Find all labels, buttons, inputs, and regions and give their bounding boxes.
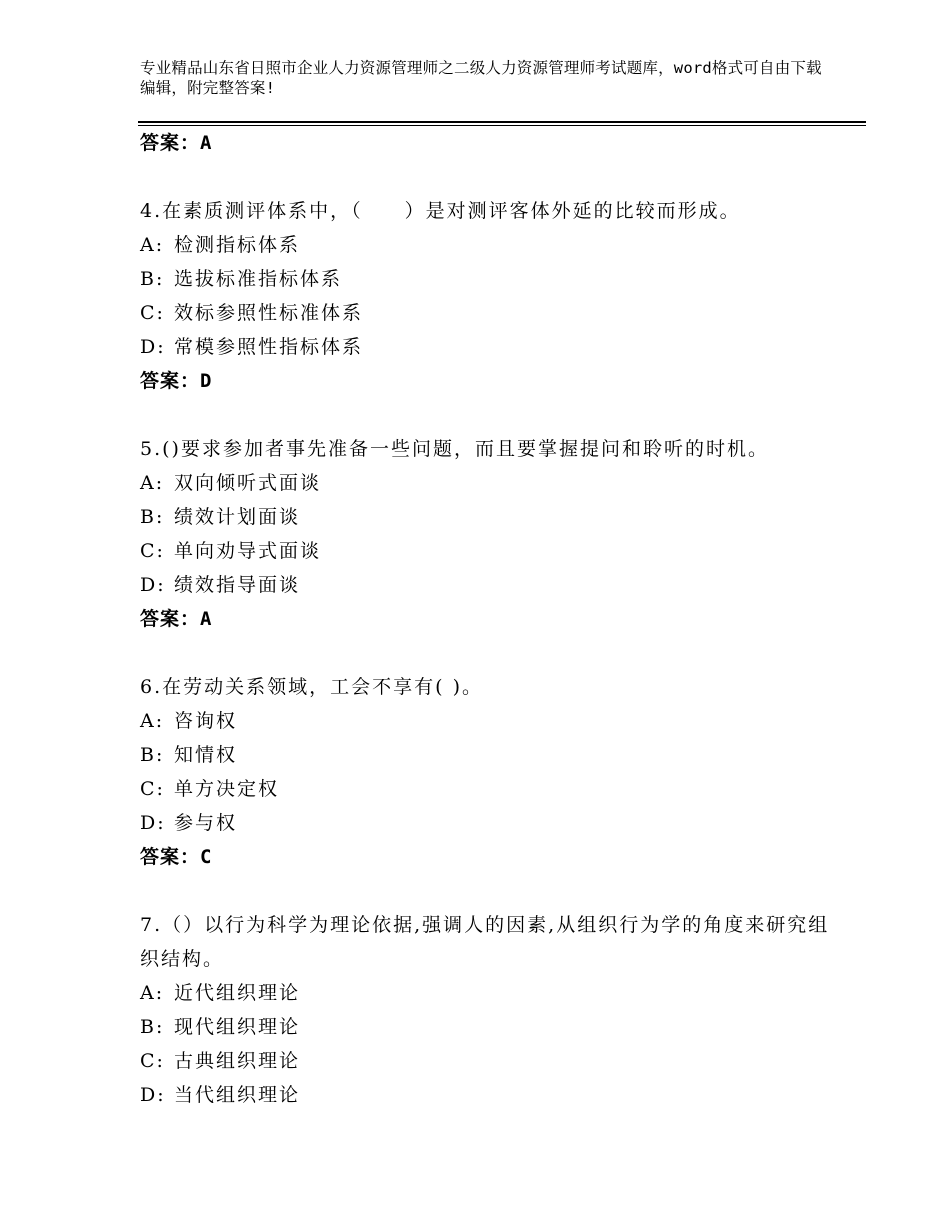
option-text: 双向倾听式面谈 bbox=[174, 472, 322, 494]
option-text: 现代组织理论 bbox=[174, 1016, 301, 1038]
option-a bbox=[140, 976, 840, 1010]
question-6 bbox=[140, 670, 840, 874]
option-text: 绩效计划面谈 bbox=[174, 506, 301, 528]
option-text: 常模参照性指标体系 bbox=[174, 336, 364, 358]
answer-label: 答案： bbox=[140, 370, 201, 392]
answer-line bbox=[140, 364, 840, 398]
option-key: D: bbox=[140, 812, 166, 834]
option-text: 咨询权 bbox=[174, 710, 238, 732]
option-key: A: bbox=[140, 710, 165, 732]
answer-value: A bbox=[200, 608, 213, 630]
option-c bbox=[140, 772, 840, 806]
option-key: A: bbox=[140, 234, 165, 256]
option-text: 近代组织理论 bbox=[174, 982, 301, 1004]
question-text: 4.在素质测评体系中，（ ）是对测评客体外延的比较而形成。 bbox=[140, 200, 741, 222]
question-5 bbox=[140, 432, 840, 636]
option-b bbox=[140, 500, 840, 534]
option-text: 单向劝导式面谈 bbox=[174, 540, 322, 562]
answer-label: 答案： bbox=[140, 846, 201, 868]
option-a bbox=[140, 704, 840, 738]
option-text: 当代组织理论 bbox=[174, 1084, 301, 1106]
option-d bbox=[140, 568, 840, 602]
option-key: C: bbox=[140, 302, 165, 324]
option-key: B: bbox=[140, 506, 165, 528]
option-b bbox=[140, 738, 840, 772]
option-b bbox=[140, 262, 840, 296]
option-text: 单方决定权 bbox=[174, 778, 280, 800]
question-7 bbox=[140, 908, 840, 1112]
answer-label: 答案： bbox=[140, 608, 201, 630]
option-d bbox=[140, 806, 840, 840]
option-c bbox=[140, 296, 840, 330]
question-4 bbox=[140, 194, 840, 398]
document-body bbox=[140, 126, 840, 1146]
option-text: 知情权 bbox=[174, 744, 238, 766]
answer-line bbox=[140, 602, 840, 636]
option-text: 古典组织理论 bbox=[174, 1050, 301, 1072]
question-text: 6.在劳动关系领域，工会不享有( )。 bbox=[140, 676, 483, 698]
option-key: B: bbox=[140, 268, 165, 290]
answer-label: 答案： bbox=[140, 132, 201, 154]
option-key: A: bbox=[140, 982, 165, 1004]
option-d bbox=[140, 1078, 840, 1112]
answer-line-prev bbox=[140, 126, 840, 160]
option-key: B: bbox=[140, 1016, 165, 1038]
question-text: 5.()要求参加者事先准备一些问题，而且要掌握提问和聆听的时机。 bbox=[140, 438, 769, 460]
option-d bbox=[140, 330, 840, 364]
option-a bbox=[140, 466, 840, 500]
question-text: 7.（）以行为科学为理论依据,强调人的因素,从组织行为学的角度来研究组织结构。 bbox=[140, 914, 830, 970]
option-key: A: bbox=[140, 472, 165, 494]
option-c bbox=[140, 534, 840, 568]
option-key: D: bbox=[140, 574, 166, 596]
option-text: 效标参照性标准体系 bbox=[174, 302, 364, 324]
option-key: C: bbox=[140, 540, 165, 562]
option-key: B: bbox=[140, 744, 165, 766]
answer-line bbox=[140, 840, 840, 874]
option-text: 绩效指导面谈 bbox=[174, 574, 301, 596]
option-text: 检测指标体系 bbox=[174, 234, 301, 256]
option-text: 参与权 bbox=[174, 812, 238, 834]
answer-value: C bbox=[200, 846, 213, 868]
answer-value: A bbox=[200, 132, 213, 154]
option-key: D: bbox=[140, 336, 166, 358]
option-key: C: bbox=[140, 1050, 165, 1072]
option-text: 选拔标准指标体系 bbox=[174, 268, 343, 290]
header-rule-thick bbox=[138, 121, 866, 123]
document-header: 专业精品山东省日照市企业人力资源管理师之二级人力资源管理师考试题库，word格式可自由下载编辑，附完整答案! bbox=[140, 59, 822, 97]
option-key: D: bbox=[140, 1084, 166, 1106]
answer-value: D bbox=[200, 370, 213, 392]
option-c bbox=[140, 1044, 840, 1078]
option-b bbox=[140, 1010, 840, 1044]
option-a bbox=[140, 228, 840, 262]
option-key: C: bbox=[140, 778, 165, 800]
